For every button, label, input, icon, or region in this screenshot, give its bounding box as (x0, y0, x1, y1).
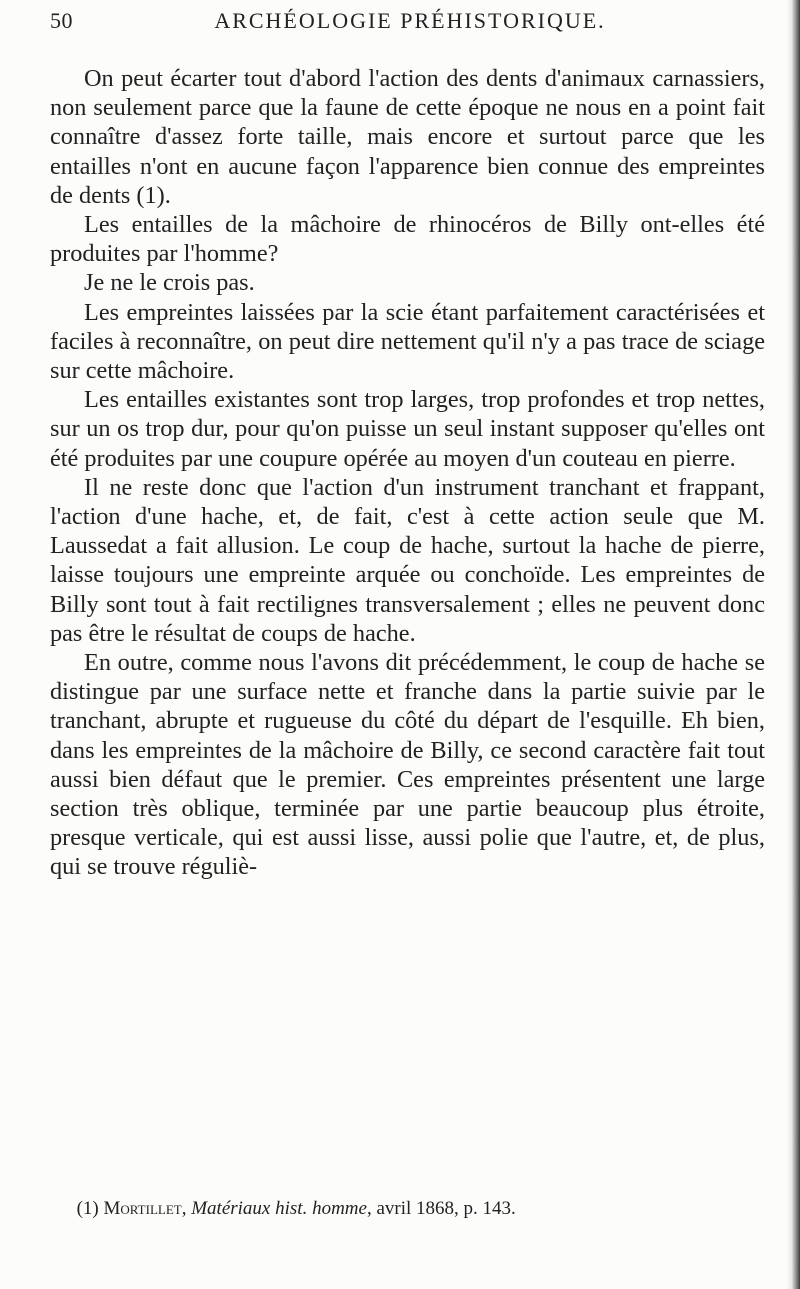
paragraph-question: Les entailles de la mâchoire de rhinocéros de Billy ont-elles été produites par l'homme? (50, 211, 765, 268)
footnote-marker: (1) (76, 1198, 99, 1219)
page-edge-shadow (786, 0, 800, 1289)
footnote-title: Matériaux hist. homme (191, 1198, 367, 1219)
footnote-author: Mortillet (103, 1198, 182, 1219)
paragraph-stone-knife: Les entailles existantes sont trop larges, trop profondes et trop nettes, sur un os trop dur, pour qu'on puisse un seul instant supposer qu'elles ont été produites par une coupure opérée au moyen d'un couteau en pierre. (50, 386, 765, 472)
paragraph-saw-marks: Les empreintes laissées par la scie étant parfaitement caractérisées et faciles à reconnaître, on peut dire nettement qu'il n'y a pas trace de sciage sur cette mâchoire. (50, 298, 765, 385)
paragraph-axe-action: Il ne reste donc que l'action d'un instrument tranchant et frappant, l'action d'une hache, et, de fait, c'est à cette action seule que M. Laussedat a fait allusion. Le coup de hache, surtout la hache de pierre, laisse toujours une empreinte arquée ou conchoïde. Les empreintes de Billy sont tout à fait rectilignes transversalement ; elles ne peuvent donc pas être le résultat de coups de hache. (50, 473, 765, 647)
paragraph-axe-surface: En outre, comme nous l'avons dit précédemment, le coup de hache se distingue par une surface nette et franche dans la partie suivie par le tranchant, abrupte et rugueuse du côté du départ de l'esquille. Eh bien, dans les empreintes de la mâchoire de Billy, ce second caractère fait tout aussi bien défaut que le premier. Ces empreintes présentent une large section très oblique, terminée par une partie beaucoup plus étroite, presque verticale, qui est aussi lisse, aussi polie que l'autre, et, de plus, qui se trouve réguliè- (50, 649, 765, 881)
body-text (50, 64, 765, 882)
running-head: ARCHÉOLOGIE PRÉHISTORIQUE. (214, 8, 606, 33)
page-number: 50 (50, 8, 73, 33)
footnote-details: , avril 1868, p. 143. (366, 1198, 516, 1219)
paragraph-answer: Je ne le crois pas. (84, 269, 255, 297)
footnote: (1) Mortillet, Matériaux hist. homme, avril 1868, p. 143. (76, 1198, 516, 1219)
page-header (50, 8, 770, 40)
paragraph-carnivore-teeth: On peut écarter tout d'abord l'action des dents d'animaux carnassiers, non seulement parce que la faune de cette époque ne nous en a point fait connaître d'assez forte taille, mais encore et surtout parce que les entailles n'ont en aucune façon l'apparence bien connue des empreintes de dents (1). (50, 65, 765, 209)
